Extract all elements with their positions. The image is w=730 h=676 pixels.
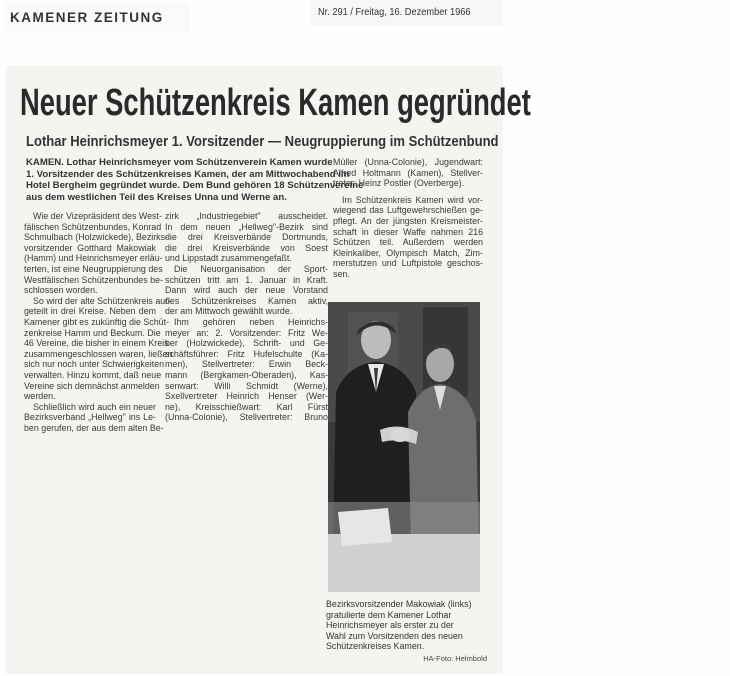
- caption-line: Wahl zum Vorsitzenden des neuen: [326, 630, 463, 641]
- lead-line: aus dem westlichen Teil des Kreises Unna und Werne an.: [26, 191, 287, 203]
- column-line: Westfälischen Schützenbundes be-: [24, 274, 163, 285]
- photo-credit: HA-Foto: Helmbold: [423, 654, 487, 663]
- column-line: sen.: [333, 268, 350, 279]
- column-line: schützen tritt am 1. Januar in Kraft.: [165, 274, 328, 285]
- column-line: schäftsführer: Fritz Hufelschulte (Ka-: [165, 348, 328, 359]
- column-line: fälischen Schützenbundes, Konrad: [24, 221, 162, 232]
- column-line: Sxellvertreter Heinrich Henser (Wer-: [165, 391, 328, 402]
- column-line: Ihm gehören neben Heinrichs-: [174, 316, 328, 327]
- column-line: ne), Kreisschießwart: Karl Fürst: [165, 401, 328, 412]
- column-line: schlossen worden.: [24, 285, 98, 296]
- caption-line: gratulierte dem Kamener Lothar: [326, 609, 452, 620]
- column-line: (Hamm) und Heinrichsmeyer erläu-: [24, 253, 163, 264]
- column-line: mann (Bergkamen-Oberaden), Kas-: [165, 369, 328, 380]
- column-line: (Unna-Colonie), Stellvertreter: Bruno: [165, 412, 328, 423]
- column-line: In dem neuen „Hellweg"-Bezirk sind: [165, 221, 328, 232]
- column-line: zusammengeschlossen waren, ließen: [24, 348, 173, 359]
- column-line: Müller (Unna-Colonie), Jugendwart:: [333, 157, 483, 167]
- column-line: verwalten. Hinzu kommt, daß neue: [24, 369, 162, 380]
- news-photo: [328, 302, 480, 592]
- column-line: und Lippstadt zusammengefaßt.: [165, 253, 292, 264]
- column-line: Dann wird auch der neue Vorstand: [165, 285, 328, 296]
- column-line: senwart: Willi Schmidt (Werne),: [165, 380, 328, 391]
- lead-line: Hotel Bergheim gegründet wurde. Dem Bund gehören 18 Schützenvereine: [26, 180, 364, 192]
- column-line: zirk „Industriegebiet" ausscheidet.: [165, 211, 328, 221]
- column-line: Schützen teil. Außerdem werden: [333, 237, 483, 248]
- column-line: schaft in dieser Waffe nahmen 216: [333, 226, 483, 237]
- column-line: Schließlich wird auch ein neuer: [33, 401, 156, 412]
- column-line: pflegt. An der jüngsten Kreismeister-: [333, 215, 483, 226]
- column-line: Bezirksverband „Hellweg" ins Le-: [24, 412, 156, 423]
- column-line: Wie der Vizepräsident des West-: [33, 211, 162, 221]
- caption-line: Schützenkreises Kamen.: [326, 641, 425, 652]
- issue-dateline: Nr. 291 / Freitag, 16. Dezember 1966: [318, 6, 471, 18]
- column-line: treter: Heinz Postler (Overberge).: [333, 178, 465, 189]
- lead-line: 1. Vorsitzender des Schützenkreises Kamen, der am Mittwochabend im: [26, 168, 350, 180]
- column-line: ber (Holzwickede), Schrift- und Ge-: [165, 338, 328, 349]
- body-column-2: [165, 211, 328, 423]
- article-subheadline: Lothar Heinrichsmeyer 1. Vorsitzender — Neugruppierung im Schützenbund: [26, 134, 499, 150]
- column-line: Die Neuorganisation der Sport-: [174, 263, 328, 274]
- column-line: die drei Kreisverbände von Soest: [165, 242, 328, 253]
- column-line: des Schützenkreises Kamen aktiv,: [165, 295, 328, 306]
- column-line: die drei Kreisverbände Dortmunds,: [165, 232, 328, 243]
- column-line: ben gerufen, der aus dem alten Be-: [24, 422, 164, 433]
- article-headline: Neuer Schützenkreis Kamen gegründet: [20, 82, 531, 124]
- column-line: meyer an: 2. Vorsitzender: Fritz We-: [165, 327, 328, 338]
- column-line: Kamener gibt es zukünftig die Schüt-: [24, 316, 170, 327]
- column-line: Kleinkaliber, Olympisch Match, Zim-: [333, 247, 483, 258]
- column-line: Im Schützenkreis Kamen wird vor-: [342, 194, 483, 205]
- lead-paragraph: [26, 157, 364, 203]
- handshake-photo-illustration: [328, 302, 480, 592]
- photo-caption: [326, 599, 491, 652]
- column-line: 46 Vereine, die bisher in einem Kreis: [24, 338, 169, 349]
- newspaper-masthead: KAMENER ZEITUNG: [10, 10, 164, 25]
- column-line: sich nur noch unter Schwierigkeiten: [24, 359, 165, 370]
- column-line: Vereine sich demnächst anmelden: [24, 380, 160, 391]
- column-line: Schmulbach (Holzwickede), Bezirks-: [24, 232, 169, 243]
- column-line: So wird der alte Schützenkreis auf-: [33, 295, 171, 306]
- body-column-3: [333, 157, 483, 280]
- column-line: terten, ist eine Neugruppierung des: [24, 263, 163, 274]
- column-line: Alfred Holtmann (Kamen), Stellver-: [333, 167, 483, 178]
- column-line: werden.: [24, 391, 56, 402]
- body-column-1: [24, 211, 173, 433]
- column-line: merstutzen und Luftpistole geschos-: [333, 258, 483, 269]
- lead-line: KAMEN. Lothar Heinrichsmeyer vom Schützenverein Kamen wurde: [26, 157, 333, 168]
- caption-line: Heinrichsmeyer als erster zu der: [326, 620, 454, 631]
- caption-line: Bezirksvorsitzender Makowiak (links): [326, 599, 472, 609]
- column-line: geteilt in drei Kreise. Neben dem: [24, 306, 156, 317]
- column-line: vorsitzender Gotthard Makowiak: [24, 242, 156, 253]
- column-line: der am Mittwoch gewählt wurde.: [165, 306, 293, 317]
- column-line: zenkreise Hamm und Beckum. Die: [24, 327, 161, 338]
- column-line: wiegend das Luftgewehrschießen ge-: [333, 205, 483, 216]
- column-line: men), Stellvertreter: Erwin Beck-: [165, 359, 328, 370]
